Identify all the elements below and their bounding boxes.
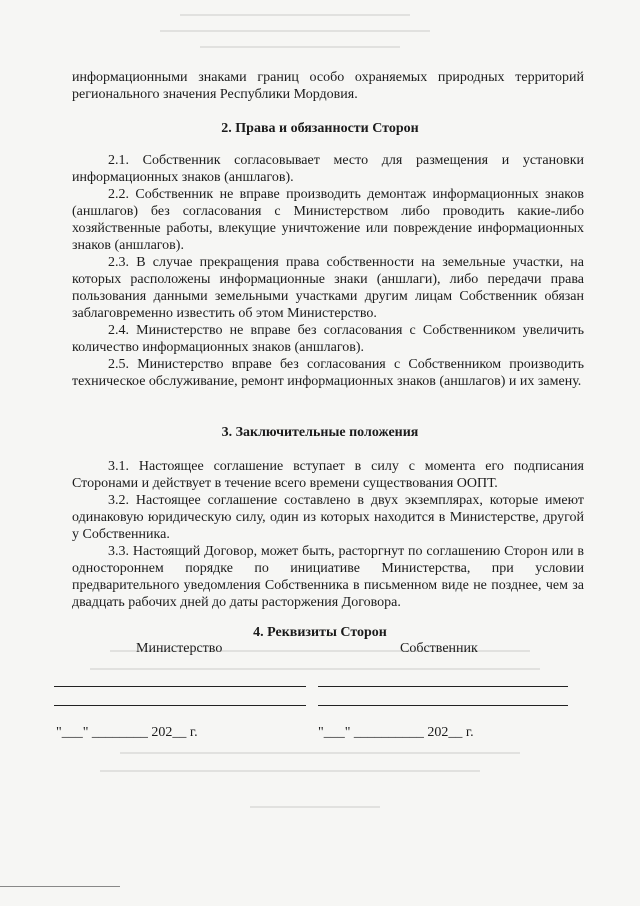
section-3-title: 3. Заключительные положения bbox=[221, 425, 419, 440]
intro-paragraph: информационными знаками границ особо охраняемых природных территорий регионального значения Республики Мордовия. bbox=[72, 70, 584, 102]
right-party-label: Собственник bbox=[400, 641, 478, 656]
clause-3-1: 3.1. Настоящее соглашение вступает в силу с момента его подписания Сторонами и действует в течение всего времени существования ООПТ. bbox=[72, 459, 584, 491]
left-signature-line-2 bbox=[54, 705, 306, 706]
right-signature-line-2 bbox=[318, 705, 568, 706]
scan-artifact bbox=[160, 30, 430, 32]
clause-3-2: 3.2. Настоящее соглашение составлено в двух экземплярах, которые имеют одинаковую юридическую силу, один из которых находится в Министерстве, другой у Собственника. bbox=[72, 493, 584, 542]
scan-artifact bbox=[180, 14, 410, 16]
clause-2-5: 2.5. Министерство вправе без согласования с Собственником производить техническое обслуживание, ремонт информационных знаков (аншлагов) и их замену. bbox=[72, 357, 584, 389]
scan-artifact bbox=[250, 806, 380, 808]
clause-2-4: 2.4. Министерство не вправе без согласования с Собственником увеличить количество информационных знаков (аншлагов). bbox=[72, 323, 584, 355]
left-signature-line-1 bbox=[54, 686, 306, 687]
scan-artifact bbox=[200, 46, 400, 48]
section-4-title: 4. Реквизиты Сторон bbox=[253, 625, 387, 640]
scan-artifact bbox=[120, 752, 520, 754]
bottom-edge-line bbox=[0, 886, 120, 887]
clause-2-2: 2.2. Собственник не вправе производить демонтаж информационных знаков (аншлагов) без согласования с Министерством либо проводить какие-либо хозяйственные работы, влекущие уничтожение или повреждение информационных знаков (аншлагов). bbox=[72, 187, 584, 253]
scan-artifact bbox=[100, 770, 480, 772]
right-signature-line-1 bbox=[318, 686, 568, 687]
left-date-field: "___" ________ 202__ г. bbox=[56, 725, 198, 740]
scan-artifact bbox=[90, 668, 540, 670]
clause-3-3: 3.3. Настоящий Договор, может быть, расторгнут по соглашению Сторон или в одностороннем порядке по инициативе Министерства, при условии предварительного уведомления Собственника в письменном виде не позднее, чем за двадцать рабочих дней до даты расторжения Договора. bbox=[72, 544, 584, 610]
left-party-label: Министерство bbox=[136, 641, 223, 656]
clause-2-3: 2.3. В случае прекращения права собственности на земельные участки, на которых расположены информационные знаки (аншлаги), либо передачи права пользования данными земельными участками другим лицам Собственник обязан заблаговременно известить об этом Министерство. bbox=[72, 255, 584, 321]
clause-2-1: 2.1. Собственник согласовывает место для размещения и установки информационных знаков (аншлагов). bbox=[72, 153, 584, 185]
section-2-title: 2. Права и обязанности Сторон bbox=[221, 121, 419, 136]
right-date-field: "___" __________ 202__ г. bbox=[318, 725, 474, 740]
